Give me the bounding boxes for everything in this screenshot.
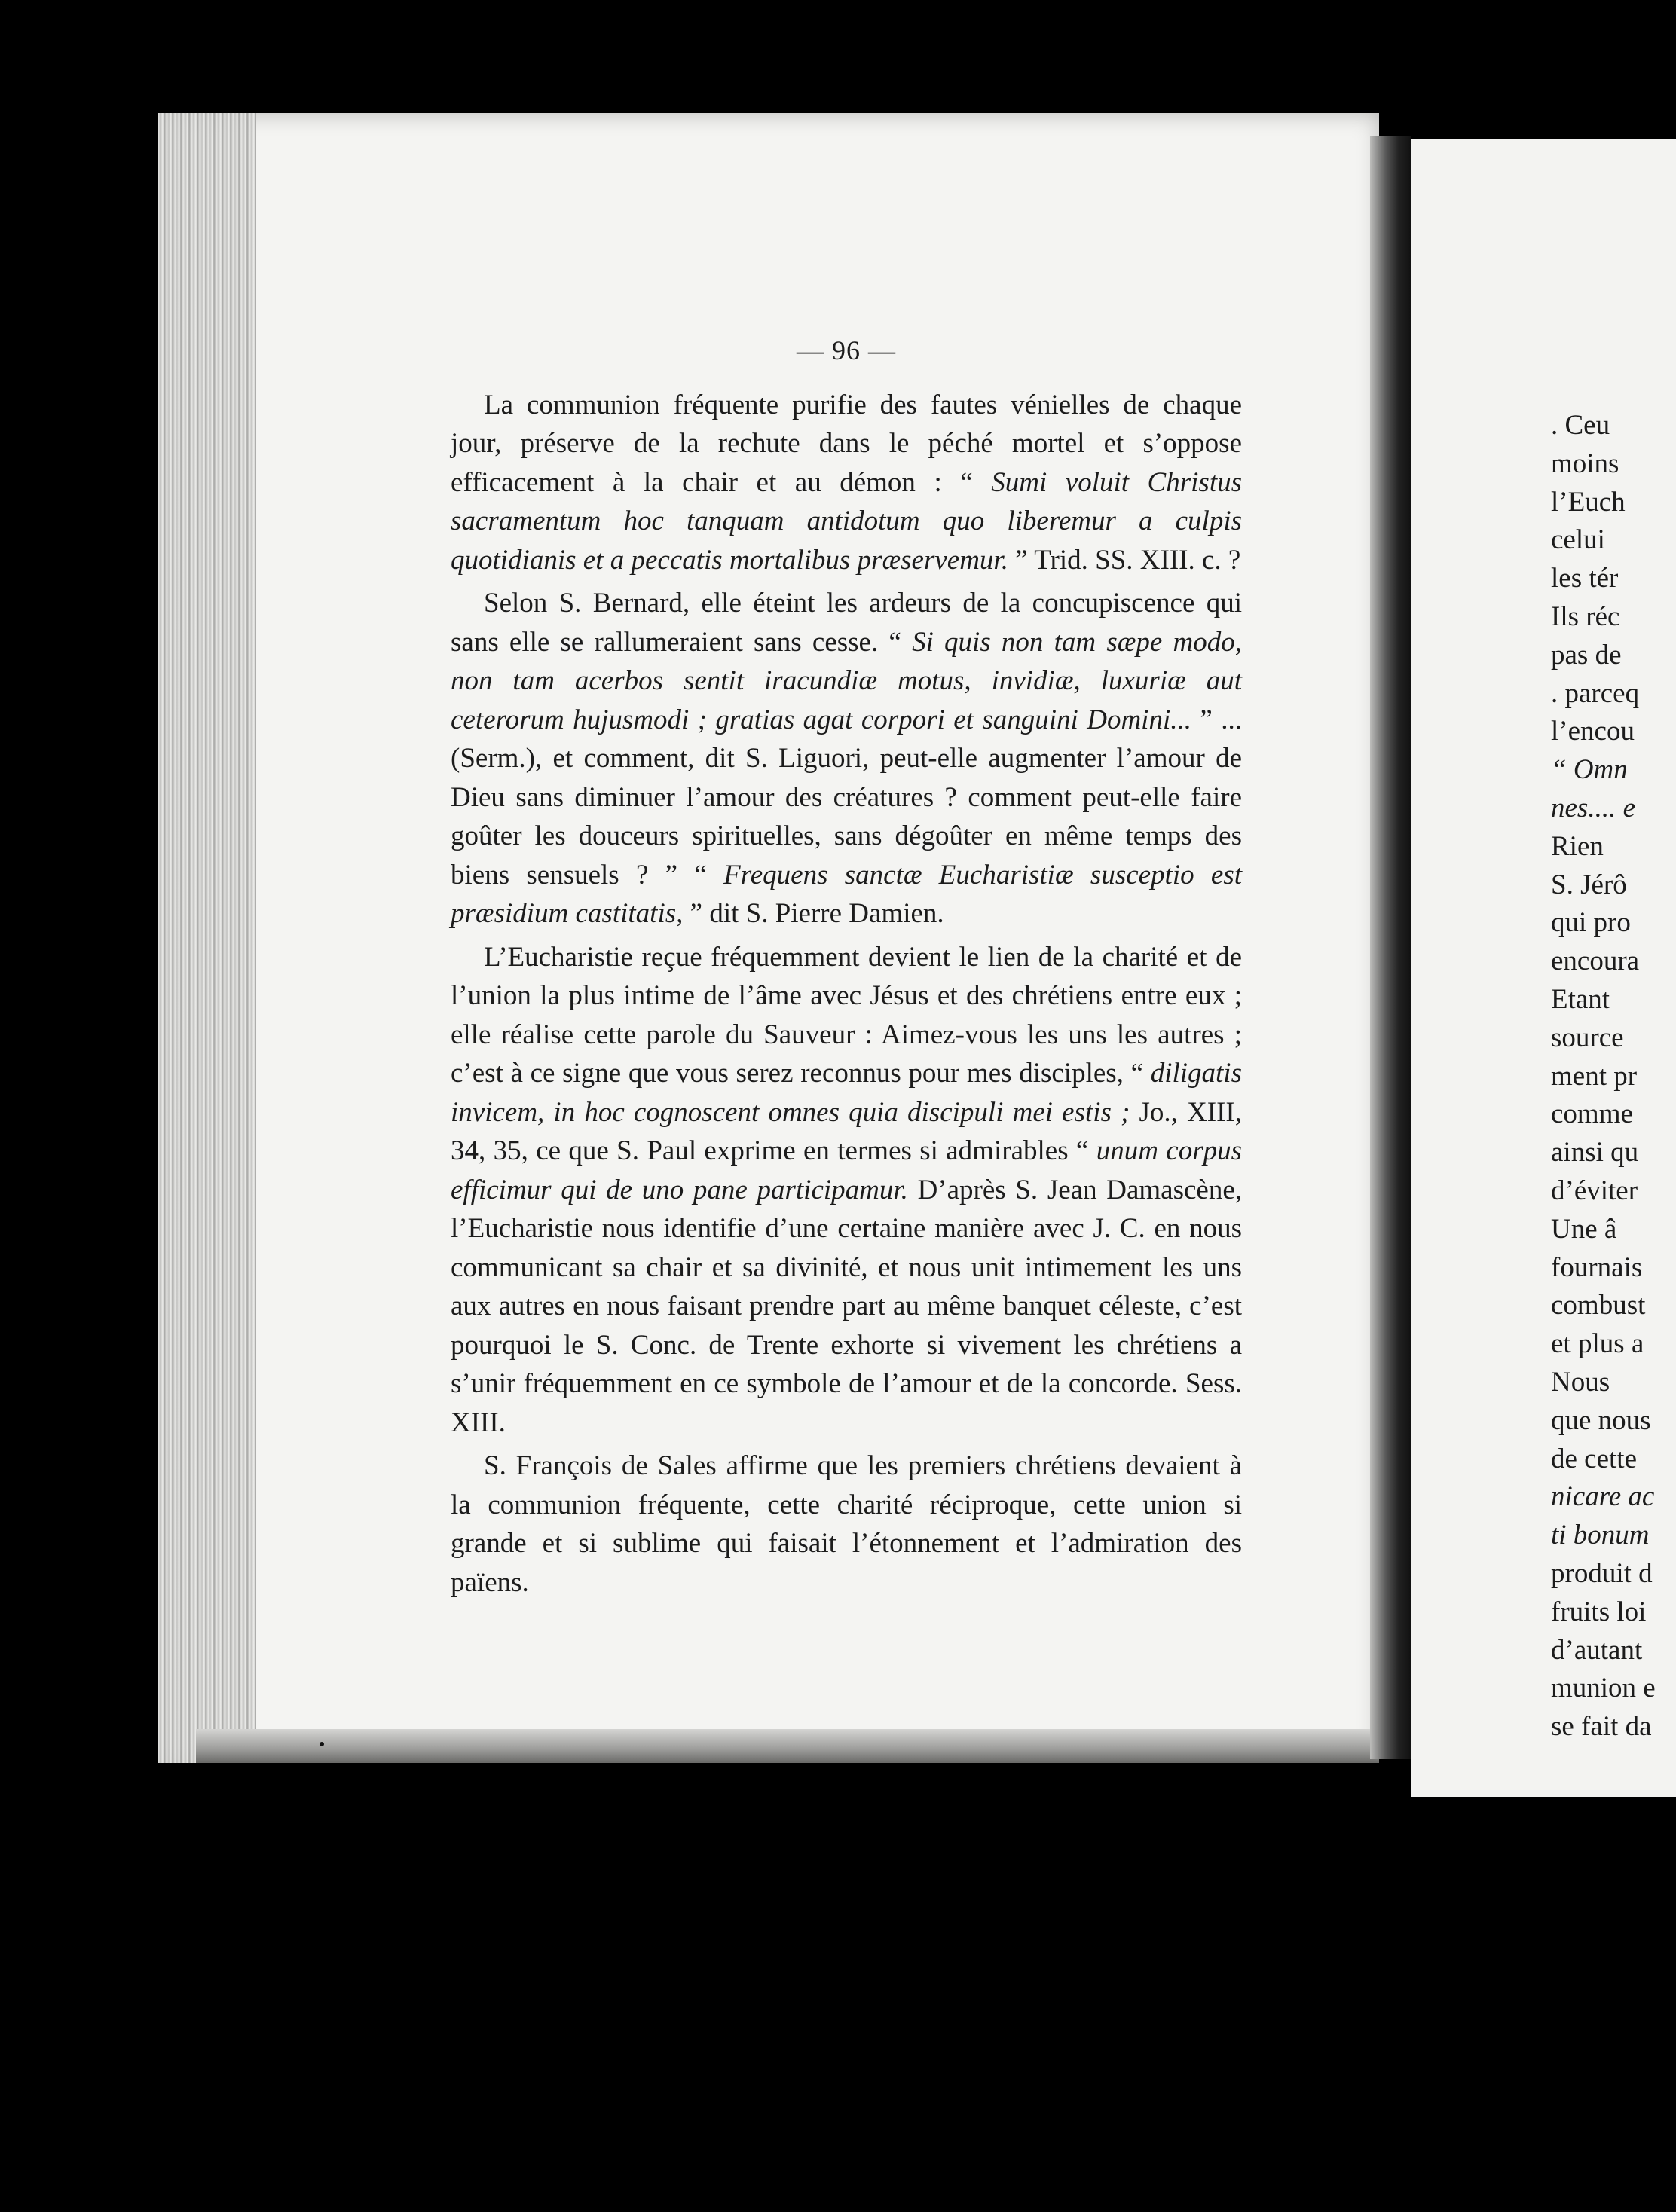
right-page-line: et plus a <box>1551 1328 1644 1360</box>
right-page-line: produit d <box>1551 1557 1653 1589</box>
right-page-line: qui pro <box>1551 907 1631 939</box>
right-page-text <box>1551 407 1676 1746</box>
left-page-text <box>451 331 1242 1602</box>
paragraph-text: L’Eucharistie reçue fréquemment devient le lien de la charité et de l’union la plus intime de l’âme avec Jésus et des chrétiens entre eux ; elle réalise cette parole du Sauveur : Aimez-vous les uns les autres ; c’est à ce signe que vous serez reconnus pour mes disciples, “ <box>451 941 1242 1089</box>
paragraph-text: Jo., XIII, 34, 35, ce que S. Paul exprime en termes si admirables “ <box>451 1096 1242 1166</box>
right-page-line: comme <box>1551 1098 1633 1130</box>
right-page-line: de cette <box>1551 1443 1637 1474</box>
right-page-line: . Ceu <box>1551 410 1610 441</box>
right-page-line: d’autant <box>1551 1634 1643 1666</box>
paragraph <box>451 938 1242 1443</box>
latin-quotation: Si quis non tam sæpe modo, non tam acerbos sentit iracundiæ motus, invidiæ, luxuriæ aut ceterorum hujusmodi ; gratias agat corpori et sanguini Domini... <box>451 626 1243 735</box>
right-page-line: Une â <box>1551 1213 1617 1245</box>
right-page-line: “ Omn <box>1551 754 1628 786</box>
latin-quotation: diligatis invicem, in hoc cognoscent omnes quia discipuli mei estis ; <box>451 1058 1242 1128</box>
paragraph-text: La communion fréquente purifie des fautes vénielles de chaque jour, préserve de la rechute dans le péché mortel et s’oppose efficacement à la chair et au démon : “ <box>451 389 1242 498</box>
right-page-line: encoura <box>1551 946 1640 977</box>
right-page-line: combust <box>1551 1290 1646 1321</box>
paragraph <box>451 1447 1242 1602</box>
latin-quotation: Sumi voluit Christus sacramentum hoc tanquam antidotum quo liberemur a culpis quotidianis et a peccatis mortalibus præservemur. <box>451 466 1242 576</box>
right-page-line: Ils réc <box>1551 600 1620 632</box>
paragraph <box>451 584 1242 933</box>
right-page-line: pas de <box>1551 639 1622 671</box>
right-page-line: Etant <box>1551 983 1610 1015</box>
paragraph-text: S. François de Sales affirme que les premiers chrétiens devaient à la communion fréquente, cette charité réciproque, cette union si grande et si sublime qui faisait l’étonnement et l’admiration des païens. <box>451 1450 1242 1598</box>
right-page-line: l’encou <box>1551 716 1635 747</box>
right-page-line: que nous <box>1551 1404 1651 1436</box>
paragraph-text: D’après S. Jean Damascène, l’Eucharistie nous identifie d’une certaine manière avec J. C. en nous communicant sa chair et sa divinité, et nous unit intimement les uns aux autres en nous faisant prendre part au même banquet céleste, c’est pourquoi le S. Conc. de Trente exhorte si vivement les chrétiens a s’unir fréquemment en ce symbole de l’amour et de la concorde. Sess. XIII. <box>451 1174 1242 1438</box>
right-page-line: ment pr <box>1551 1060 1638 1092</box>
right-page-line: ainsi qu <box>1551 1137 1639 1169</box>
page-bottom-edge <box>196 1729 1379 1763</box>
right-page-line: S. Jérô <box>1551 869 1627 900</box>
right-page-line: Nous <box>1551 1366 1610 1398</box>
right-page-line: . parceq <box>1551 677 1640 709</box>
right-page-line: l’Euch <box>1551 486 1626 518</box>
right-page-line: Rien <box>1551 830 1604 862</box>
paragraph-text: ” ...(Serm.), et comment, dit S. Liguori, peut-elle augmenter l’amour de Dieu sans diminuer l’amour des créatures ? comment peut-elle faire goûter les douceurs spirituelles, sans dégoûter en même temps des biens sensuels ? ” “ <box>451 704 1242 891</box>
paragraph-list <box>451 386 1242 1602</box>
page-fore-edge <box>158 113 256 1763</box>
paragraph-text: Selon S. Bernard, elle éteint les ardeurs de la concupiscence qui sans elle se rallumeraient sans cesse. “ <box>451 588 1242 658</box>
ink-speck <box>320 1742 324 1746</box>
right-page-line: nicare ac <box>1551 1481 1655 1513</box>
paragraph <box>451 386 1242 580</box>
right-page-line: nes.... e <box>1551 792 1635 823</box>
right-page-line: moins <box>1551 448 1619 479</box>
right-page-line: fruits loi <box>1551 1596 1647 1627</box>
right-page-line: se fait da <box>1551 1711 1652 1743</box>
right-page-line: fournais <box>1551 1251 1643 1283</box>
right-page-line: celui <box>1551 524 1605 556</box>
paragraph-text: ” Trid. SS. XIII. c. ? <box>1008 544 1241 576</box>
page-number: — 96 — <box>797 335 896 365</box>
right-page-line: ti bonum <box>1551 1520 1650 1551</box>
book-gutter <box>1370 136 1411 1759</box>
latin-quotation: Frequens sanctæ Eucharistiæ susceptio est præsidium castitatis, <box>451 859 1242 929</box>
right-page-line: munion e <box>1551 1673 1656 1704</box>
right-page-line: source <box>1551 1022 1624 1053</box>
right-page-line: les tér <box>1551 563 1619 594</box>
right-page-line: d’éviter <box>1551 1175 1638 1206</box>
latin-quotation: unum corpus efficimur qui de uno pane participamur. <box>451 1135 1242 1205</box>
paragraph-text: ” dit S. Pierre Damien. <box>683 898 944 929</box>
